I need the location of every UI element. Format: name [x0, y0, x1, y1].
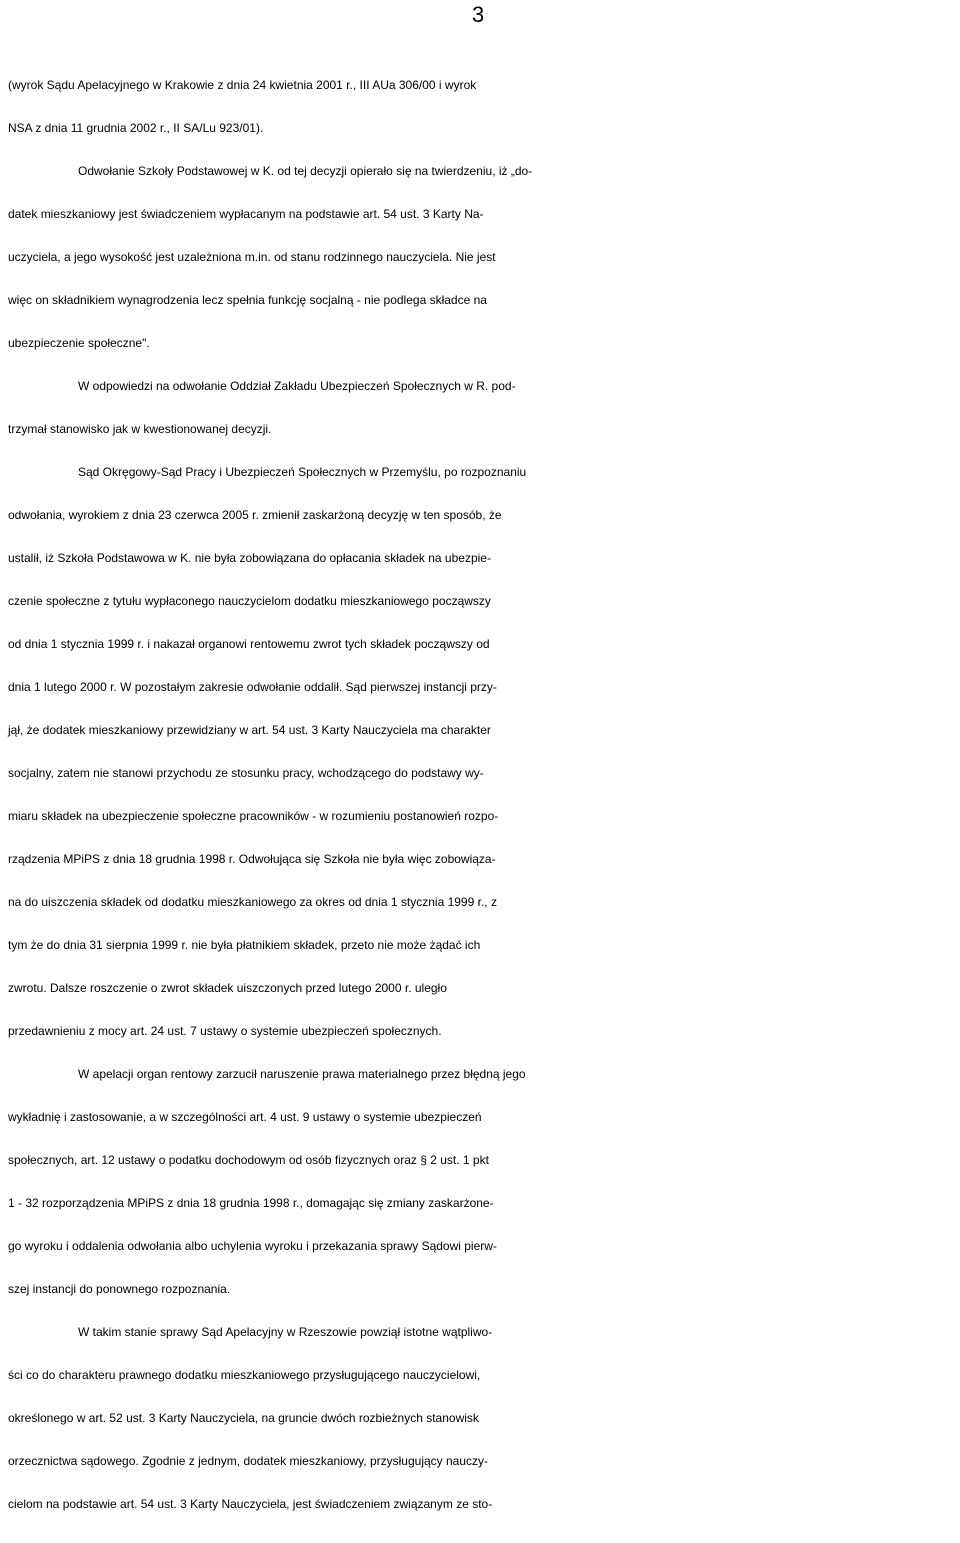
text-line: Sąd Okręgowy-Sąd Pracy i Ubezpieczeń Społecznych w Przemyślu, po rozpoznaniu [78, 465, 527, 479]
text-line: jął, że dodatek mieszkaniowy przewidziany w art. 54 ust. 3 Karty Nauczyciela ma charakter [8, 723, 491, 737]
text-line: NSA z dnia 11 grudnia 2002 r., II SA/Lu 923/01). [8, 121, 264, 135]
text-line: W apelacji organ rentowy zarzucił naruszenie prawa materialnego przez błędną jego [78, 1067, 526, 1081]
text-line: szej instancji do ponownego rozpoznania. [8, 1282, 231, 1296]
text-line: W odpowiedzi na odwołanie Oddział Zakładu Ubezpieczeń Społecznych w R. pod- [78, 379, 516, 393]
document-body [0, 64, 960, 1526]
text-line: na do uiszczenia składek od dodatku mieszkaniowego za okres od dnia 1 stycznia 1999 r., z [8, 895, 497, 909]
text-line: ubezpieczenie społeczne". [8, 336, 150, 350]
text-line: tym że do dnia 31 sierpnia 1999 r. nie była płatnikiem składek, przeto nie może żądać ich [8, 938, 481, 952]
text-line: go wyroku i oddalenia odwołania albo uchylenia wyroku i przekazania sprawy Sądowi pierw- [8, 1239, 497, 1253]
text-line: datek mieszkaniowy jest świadczeniem wypłacanym na podstawie art. 54 ust. 3 Karty Na- [8, 207, 484, 221]
text-line: społecznych, art. 12 ustawy o podatku dochodowym od osób fizycznych oraz § 2 ust. 1 pkt [8, 1153, 489, 1167]
text-line: dnia 1 lutego 2000 r. W pozostałym zakresie odwołanie oddalił. Sąd pierwszej instancji przy- [8, 680, 497, 694]
text-line: cielom na podstawie art. 54 ust. 3 Karty Nauczyciela, jest świadczeniem związanym ze sto- [8, 1497, 493, 1511]
text-line: 1 - 32 rozporządzenia MPiPS z dnia 18 grudnia 1998 r., domagając się zmiany zaskarżone- [8, 1196, 494, 1210]
text-line: orzecznictwa sądowego. Zgodnie z jednym, dodatek mieszkaniowy, przysługujący nauczy- [8, 1454, 489, 1468]
text-line: ści co do charakteru prawnego dodatku mieszkaniowego przysługującego nauczycielowi, [8, 1368, 481, 1382]
text-line: zwrotu. Dalsze roszczenie o zwrot składek uiszczonych przed lutego 2000 r. uległo [8, 981, 447, 995]
text-line: Odwołanie Szkoły Podstawowej w K. od tej decyzji opierało się na twierdzeniu, iż „do- [78, 164, 533, 178]
text-line: wykładnię i zastosowanie, a w szczególności art. 4 ust. 9 ustawy o systemie ubezpieczeń [8, 1110, 482, 1124]
text-line: miaru składek na ubezpieczenie społeczne pracowników - w rozumieniu postanowień rozpo- [8, 809, 499, 823]
text-line: ustalił, iż Szkoła Podstawowa w K. nie była zobowiązana do opłacania składek na ubezpie- [8, 551, 491, 565]
text-line: (wyrok Sądu Apelacyjnego w Krakowie z dnia 24 kwietnia 2001 r., III AUa 306/00 i wyrok [8, 78, 477, 92]
text-line: odwołania, wyrokiem z dnia 23 czerwca 2005 r. zmienił zaskarżoną decyzję w ten sposób, że [8, 508, 502, 522]
text-line: rządzenia MPiPS z dnia 18 grudnia 1998 r. Odwołująca się Szkoła nie była więc zobowiąza- [8, 852, 496, 866]
text-line: od dnia 1 stycznia 1999 r. i nakazał organowi rentowemu zwrot tych składek począwszy od [8, 637, 490, 651]
text-line: trzymał stanowisko jak w kwestionowanej decyzji. [8, 422, 272, 436]
text-line: W takim stanie sprawy Sąd Apelacyjny w Rzeszowie powziął istotne wątpliwo- [78, 1325, 493, 1339]
text-line: uczyciela, a jego wysokość jest uzależniona m.in. od stanu rodzinnego nauczyciela. Nie jest [8, 250, 496, 264]
text-line: czenie społeczne z tytułu wypłaconego nauczycielom dodatku mieszkaniowego począwszy [8, 594, 491, 608]
page-number: 3 [472, 2, 485, 27]
text-line: więc on składnikiem wynagrodzenia lecz spełnia funkcję socjalną - nie podlega składce na [8, 293, 487, 307]
text-line: przedawnieniu z mocy art. 24 ust. 7 ustawy o systemie ubezpieczeń społecznych. [8, 1024, 442, 1038]
text-line: socjalny, zatem nie stanowi przychodu ze stosunku pracy, wchodzącego do podstawy wy- [8, 766, 484, 780]
text-line: określonego w art. 52 ust. 3 Karty Nauczyciela, na gruncie dwóch rozbieżnych stanowisk [8, 1411, 479, 1425]
